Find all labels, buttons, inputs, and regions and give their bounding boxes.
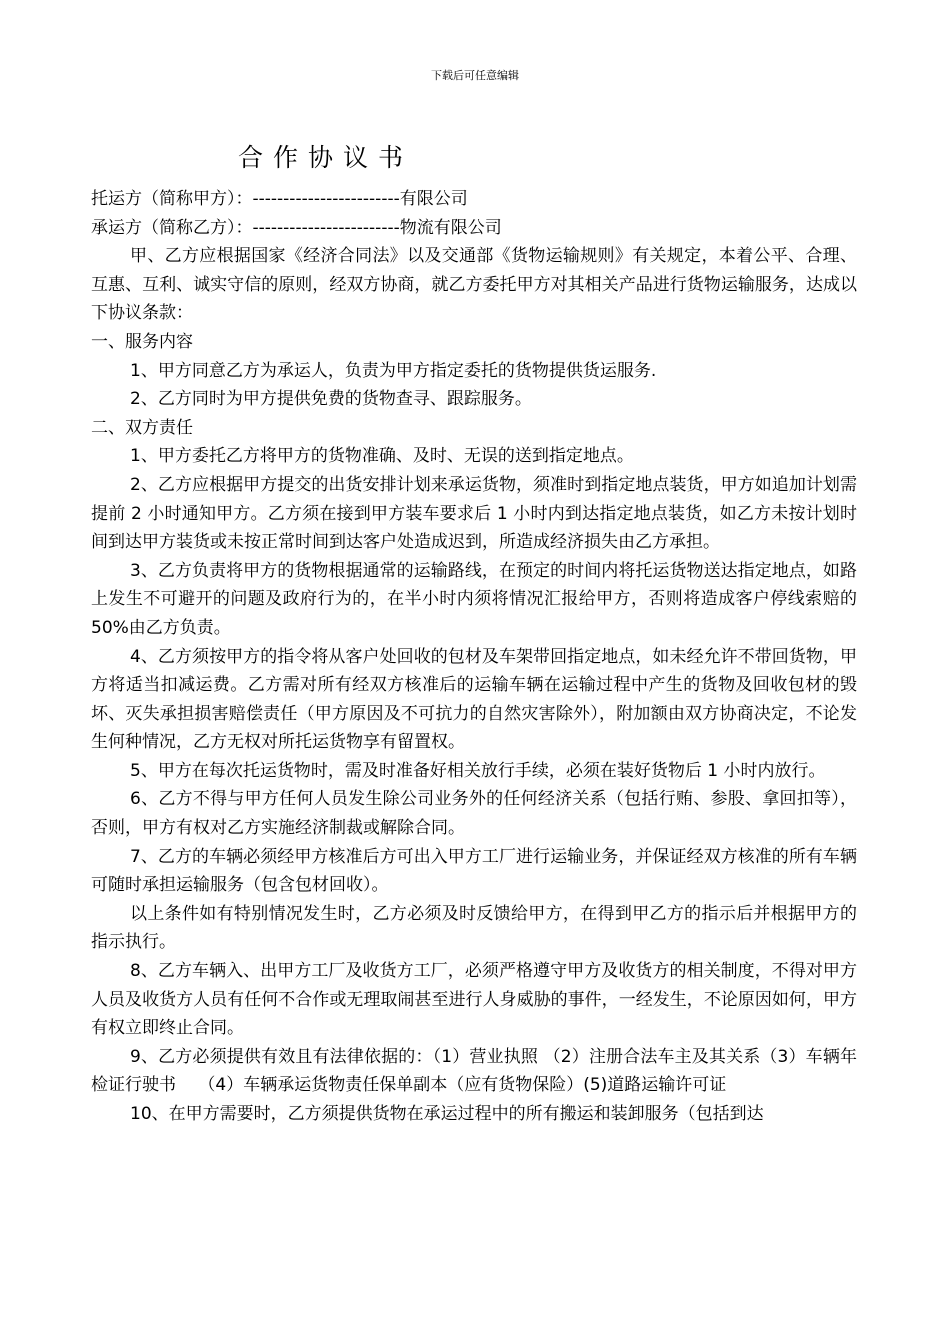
intro-paragraph: 甲、乙方应根据国家《经济合同法》以及交通部《货物运输规则》有关规定，本着公平、合理、互惠、互利、诚实守信的原则，经双方协商，就乙方委托甲方对其相关产品进行货物运输服务，达成以下协议条款： <box>91 246 857 324</box>
page-header: 下载后可任意编辑 <box>431 69 519 82</box>
clause-2-5: 5、甲方在每次托运货物时，需及时准备好相关放行手续，必须在装好货物后 1 小时内放行。 <box>130 760 826 781</box>
section-heading-responsibility: 二、双方责任 <box>91 417 193 438</box>
party-a-line: 托运方（简称甲方）：------------------------有限公司 <box>91 189 468 209</box>
clause-2-4: 4、乙方须按甲方的指令将从客户处回收的包材及车架带回指定地点，如未经允许不带回货物，甲方将适当扣减运费。乙方需对所有经双方核准后的运输车辆在运输过程中产生的货物及回收包材的毁坏、灭失承担损害赔偿责任（甲方原因及不可抗力的自然灾害除外），附加额由双方协商决定，不论发生何种情况，乙方无权对所托运货物享有留置权。 <box>91 646 857 753</box>
clause-2-7: 7、乙方的车辆必须经甲方核准后方可出入甲方工厂进行运输业务，并保证经双方核准的所有车辆可随时承担运输服务（包含包材回收）。 <box>91 846 857 896</box>
clause-2-6: 6、乙方不得与甲方任何人员发生除公司业务外的任何经济关系（包括行贿、参股、拿回扣等），否则，甲方有权对乙方实施经济制裁或解除合同。 <box>91 789 857 839</box>
document-title: 合作协议书 <box>238 143 414 172</box>
special-note: 以上条件如有特别情况发生时，乙方必须及时反馈给甲方，在得到甲乙方的指示后并根据甲方的指示执行。 <box>91 903 857 953</box>
clause-1-1: 1、甲方同意乙方为承运人，负责为甲方指定委托的货物提供货运服务. <box>130 360 657 381</box>
party-b-line: 承运方（简称乙方）：------------------------物流有限公司 <box>91 217 502 238</box>
clause-2-1: 1、甲方委托乙方将甲方的货物准确、及时、无误的送到指定地点。 <box>130 446 634 467</box>
clause-2-10: 10、在甲方需要时，乙方须提供货物在承运过程中的所有搬运和装卸服务（包括到达 <box>130 1104 764 1124</box>
clause-2-3: 3、乙方负责将甲方的货物根据通常的运输路线，在预定的时间内将托运货物送达指定地点，如路上发生不可避开的问题及政府行为的，在半小时内须将情况汇报给甲方，否则将造成客户停线索赔的 50%由乙方负责。 <box>91 560 857 638</box>
document-body <box>91 185 857 1129</box>
clause-2-2: 2、乙方应根据甲方提交的出货安排计划来承运货物，须准时到指定地点装货，甲方如追加计划需提前 2 小时通知甲方。乙方须在接到甲方装车要求后 1 小时内到达指定地点装货，如乙方未按计划时间到达甲方装货或未按正常时间到达客户处造成迟到，所造成经济损失由乙方承担。 <box>91 474 857 553</box>
clause-1-2: 2、乙方同时为甲方提供免费的货物查寻、跟踪服务。 <box>130 389 532 410</box>
section-heading-service: 一、服务内容 <box>91 331 193 352</box>
clause-2-8: 8、乙方车辆入、出甲方工厂及收货方工厂，必须严格遵守甲方及收货方的相关制度，不得对甲方人员及收货方人员有任何不合作或无理取闹甚至进行人身威胁的事件，一经发生，不论原因如何，甲方有权立即终止合同。 <box>91 961 857 1039</box>
clause-2-9: 9、乙方必须提供有效且有法律依据的：（1）营业执照 （2）注册合法车主及其关系（3）车辆年检证行驶书 （4）车辆承运货物责任保单副本（应有货物保险）(5)道路运输许可证 <box>91 1046 857 1096</box>
